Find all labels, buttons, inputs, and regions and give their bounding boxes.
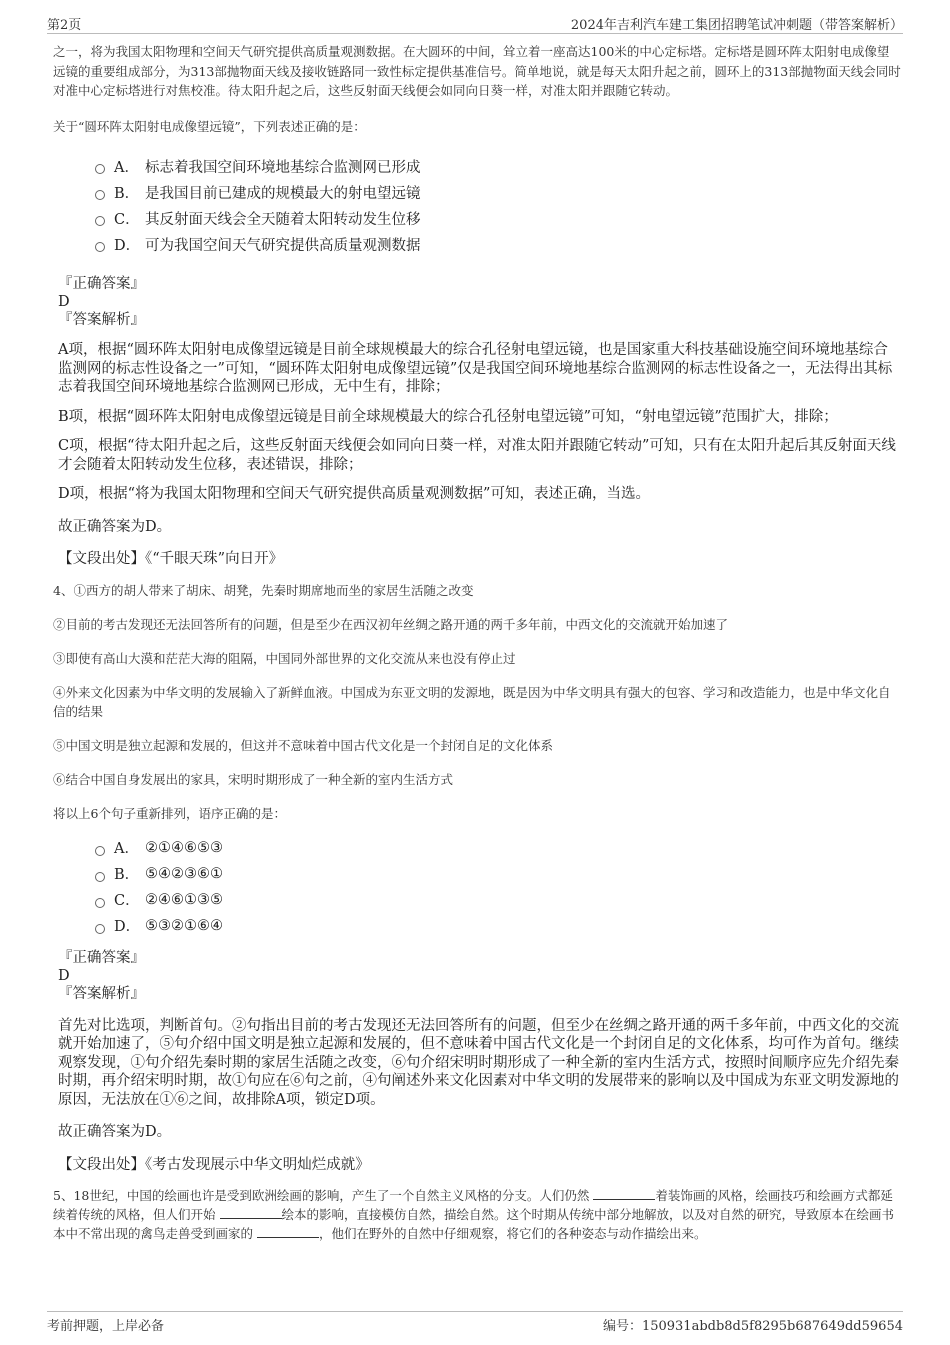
q4-sentence-1: 4、①西方的胡人带来了胡床、胡凳，先秦时期席地而坐的家居生活随之改变 [53, 582, 474, 598]
q4-analysis: 首先对比选项，判断首句。②句指出目前的考古发现还无法回答所有的问题，但至少在丝绸之路开通的两千多年前，中西文化的交流就开始加速了，⑤句介绍中国文明是独立起源和发展的，但不意味着中国古代文化是一个封闭自足的文化体系，均可作为首句。继续观察发现，①句介绍先秦时期的家居生活随之改变，⑥句介绍宋明时期形成了一种全新的室内生活方式，按照时间顺序应先介绍先秦时期，再介绍宋明时期，故①句应在⑥句之前，④句阐述外来文化因素对中华文明的发展带来的影响以及中国成为东亚文明发源地的原因，无法放在①⑥之间，故排除A项，锁定D项。 [58, 1017, 899, 1108]
footer-divider [47, 1311, 903, 1312]
q5-stem: 5、18世纪，中国的绘画也许是受到欧洲绘画的影响，产生了一个自然主义风格的分支。人们仍然 着装饰画的风格，绘画技巧和绘画方式都延续着传统的风格，但人们开始 绘本的影响，直接模仿自然，描绘自然。这个时期从传统中部分地解放，以及对自然的研究，导致原本在绘画书本中不常出现的禽鸟走兽受到画家的 ，他们在野外的自然中仔细观察，将它们的各种姿态与动作描绘出来。 [53, 1188, 895, 1241]
q4-source: 【文段出处】《考古发现展示中华文明灿烂成就》 [58, 1156, 370, 1173]
q3-analysis-c: C项，根据“待太阳升起之后，这些反射面天线便会如同向日葵一样，对准太阳并跟随它转动”可知，只有在太阳升起后其反射面天线才会随着太阳转动发生位移，表述错误，排除； [58, 438, 896, 473]
q4-sentence-2: ②目前的考古发现还无法回答所有的问题，但是至少在西汉初年丝绸之路开通的两千多年前，中西文化的交流就开始加速了 [53, 616, 729, 632]
q4-options [53, 835, 901, 939]
q3-answer-label: 『正确答案』 [58, 276, 145, 292]
q4-sentence-6: ⑥结合中国自身发展出的家具，宋明时期形成了一种全新的室内生活方式 [53, 771, 454, 787]
document-id: 编号：150931abdb8d5f8295b687649dd59654 [602, 1319, 903, 1334]
radio-icon[interactable] [95, 216, 105, 226]
radio-icon[interactable] [95, 164, 105, 174]
radio-icon[interactable] [95, 898, 105, 908]
q3-stem: 关于“圆环阵太阳射电成像望远镜”，下列表述正确的是： [53, 118, 366, 134]
page-content [53, 42, 901, 1243]
q4-option-c[interactable]: C． ②④⑥①③⑤ [95, 887, 901, 913]
q5-blank-1[interactable] [593, 1187, 655, 1200]
q4-conclusion: 故正确答案为D。 [58, 1124, 172, 1140]
q4-stem: 将以上6个句子重新排列，语序正确的是： [53, 805, 286, 821]
q3-analysis-d: D项，根据“将为我国太阳物理和空间天气研究提供高质量观测数据”可知，表述正确，当选。 [58, 486, 650, 502]
footer-slogan: 考前押题，上岸必备 [47, 1319, 165, 1334]
q3-option-a[interactable]: A． 标志着我国空间环境地基综合监测网已形成 [95, 153, 901, 179]
q3-answer: D [58, 294, 70, 310]
page-header [47, 14, 903, 34]
q4-answer: D [58, 967, 70, 984]
q4-analysis-label: 『答案解析』 [58, 985, 145, 1002]
q3-option-d[interactable]: D． 可为我国空间天气研究提供高质量观测数据 [95, 231, 901, 257]
header-divider [47, 33, 903, 34]
q4-sentence-5: ⑤中国文明是独立起源和发展的，但这并不意味着中国古代文化是一个封闭自足的文化体系 [53, 737, 554, 753]
q4-option-a[interactable]: A． ②①④⑥⑤③ [95, 835, 901, 861]
radio-icon[interactable] [95, 242, 105, 252]
q4-answer-label: 『正确答案』 [58, 949, 145, 966]
radio-icon[interactable] [95, 190, 105, 200]
q4-option-d[interactable]: D． ⑤③②①⑥④ [95, 913, 901, 939]
radio-icon[interactable] [95, 872, 105, 882]
radio-icon[interactable] [95, 846, 105, 856]
q3-options [53, 153, 901, 257]
document-title: 2024年吉利汽车建工集团招聘笔试冲刺题（带答案解析） [570, 18, 903, 33]
q4-sentence-4: ④外来文化因素为中华文明的发展输入了新鲜血液。中国成为东亚文明的发源地，既是因为中华文明具有强大的包容、学习和改造能力，也是中华文化自信的结果 [53, 684, 891, 719]
q4-sentence-3: ③即使有高山大漠和茫茫大海的阻隔，中国同外部世界的文化交流从来也没有停止过 [53, 650, 516, 666]
q3-passage: 之一，将为我国太阳物理和空间天气研究提供高质量观测数据。在大圆环的中间，耸立着一座高达100米的中心定标塔。定标塔是圆环阵太阳射电成像望远镜的重要组成部分，为313部抛物面天线及接收链路同一致性标定提供基准信号。简单地说，就是每天太阳升起之前，圆环上的313部抛物面天线会同时对准中心定标塔进行对焦校准。待太阳升起之后，这些反射面天线便会如同向日葵一样，对准太阳并跟随它转动。 [53, 44, 901, 98]
q3-option-c[interactable]: C． 其反射面天线会全天随着太阳转动发生位移 [95, 205, 901, 231]
page-number: 第2页 [47, 18, 82, 33]
q3-conclusion: 故正确答案为D。 [58, 518, 172, 535]
q4-option-b[interactable]: B． ⑤④②③⑥① [95, 861, 901, 887]
q5-blank-3[interactable] [257, 1225, 319, 1238]
q3-analysis-label: 『答案解析』 [58, 312, 145, 328]
q3-source: 【文段出处】《“千眼天珠”向日开》 [58, 551, 284, 567]
q5-blank-2[interactable] [220, 1206, 282, 1219]
q3-analysis-b: B项，根据“圆环阵太阳射电成像望远镜是目前全球规模最大的综合孔径射电望远镜”可知，“射电望远镜”范围扩大，排除； [58, 408, 838, 425]
q3-option-b[interactable]: B． 是我国目前已建成的规模最大的射电望远镜 [95, 179, 901, 205]
radio-icon[interactable] [95, 924, 105, 934]
q3-analysis-a: A项，根据“圆环阵太阳射电成像望远镜是目前全球规模最大的综合孔径射电望远镜，也是国家重大科技基础设施空间环境地基综合监测网的标志性设备之一”可知，“圆环阵太阳射电成像望远镜”仅是我国空间环境地基综合监测网的标志性设备之一，无法得出其标志着我国空间环境地基综合监测网已形成，无中生有，排除； [58, 342, 893, 395]
